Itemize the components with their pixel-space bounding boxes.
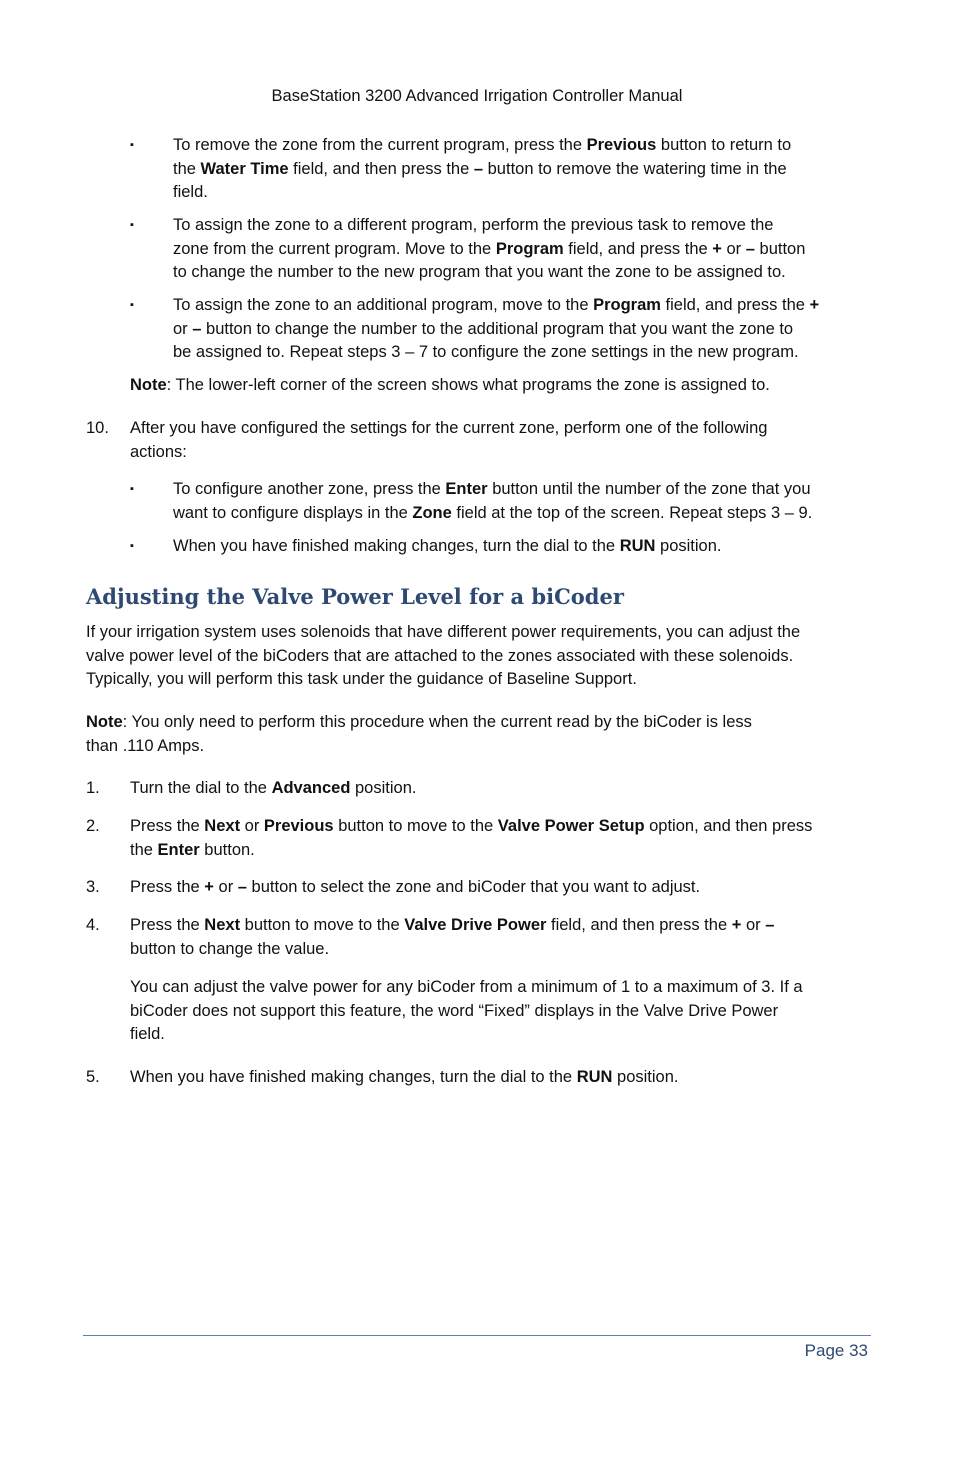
intro-paragraph: If your irrigation system uses solenoids that have different power requirements, you can adjust the valve power level of the biCoders that are attached to the zones associated with these solenoids. Typically, you will perform this task under the guidance of Baseline Support. — [86, 623, 801, 689]
bullet-icon: ▪ — [130, 483, 134, 495]
step-text: Press the + or – button to select the zone and biCoder that you want to adjust. — [130, 878, 701, 896]
note: Note: The lower-left corner of the screen shows what programs the zone is assigned to. — [130, 376, 770, 394]
step-number: 5. — [86, 1068, 100, 1086]
step-text: Turn the dial to the Advanced position. — [130, 779, 417, 797]
list-item: To assign the zone to an additional program, move to the Program field, and press the + or – button to change the number to the additional program that you want the zone to be assigned to. Repeat steps 3 – 7 to configure the zone settings in the new program. — [173, 296, 820, 362]
bullet-icon: ▪ — [130, 219, 134, 231]
step-text: Press the Next or Previous button to move to the Valve Power Setup option, and then press the Enter button. — [130, 817, 813, 859]
step-detail-paragraph: You can adjust the valve power for any biCoder from a minimum of 1 to a maximum of 3. If a biCoder does not support this feature, the word “Fixed” displays in the Valve Drive Power field. — [130, 978, 803, 1044]
list-item: When you have finished making changes, turn the dial to the RUN position. — [173, 537, 722, 555]
step-number: 3. — [86, 878, 100, 896]
step-number: 1. — [86, 779, 100, 797]
list-item: To assign the zone to a different program, perform the previous task to remove the zone from the current program. Move to the Program field, and press the + or – button to change the number to the new program that you want the zone to be assigned to. — [173, 216, 806, 282]
step-text: Press the Next button to move to the Valve Drive Power field, and then press the + or – button to change the value. — [130, 916, 775, 958]
list-item: To remove the zone from the current program, press the Previous button to return to the Water Time field, and then press the – button to remove the watering time in the field. — [173, 136, 792, 202]
footer-rule — [83, 1335, 871, 1336]
bullet-icon: ▪ — [130, 299, 134, 311]
section-heading: Adjusting the Valve Power Level for a biCoder — [86, 584, 624, 609]
step-number: 2. — [86, 817, 100, 835]
list-item: To configure another zone, press the Enter button until the number of the zone that you want to configure displays in the Zone field at the top of the screen. Repeat steps 3 – 9. — [173, 480, 813, 522]
step-number: 10. — [86, 419, 109, 437]
step-text: When you have finished making changes, turn the dial to the RUN position. — [130, 1068, 679, 1086]
bullet-icon: ▪ — [130, 139, 134, 151]
page-number: Page 33 — [804, 1341, 868, 1360]
page-header: BaseStation 3200 Advanced Irrigation Controller Manual — [271, 87, 683, 105]
step-text: After you have configured the settings for the current zone, perform one of the following actions: — [130, 419, 768, 461]
step-number: 4. — [86, 916, 100, 934]
note: Note: You only need to perform this procedure when the current read by the biCoder is less than .110 Amps. — [86, 713, 752, 755]
bullet-icon: ▪ — [130, 540, 134, 552]
